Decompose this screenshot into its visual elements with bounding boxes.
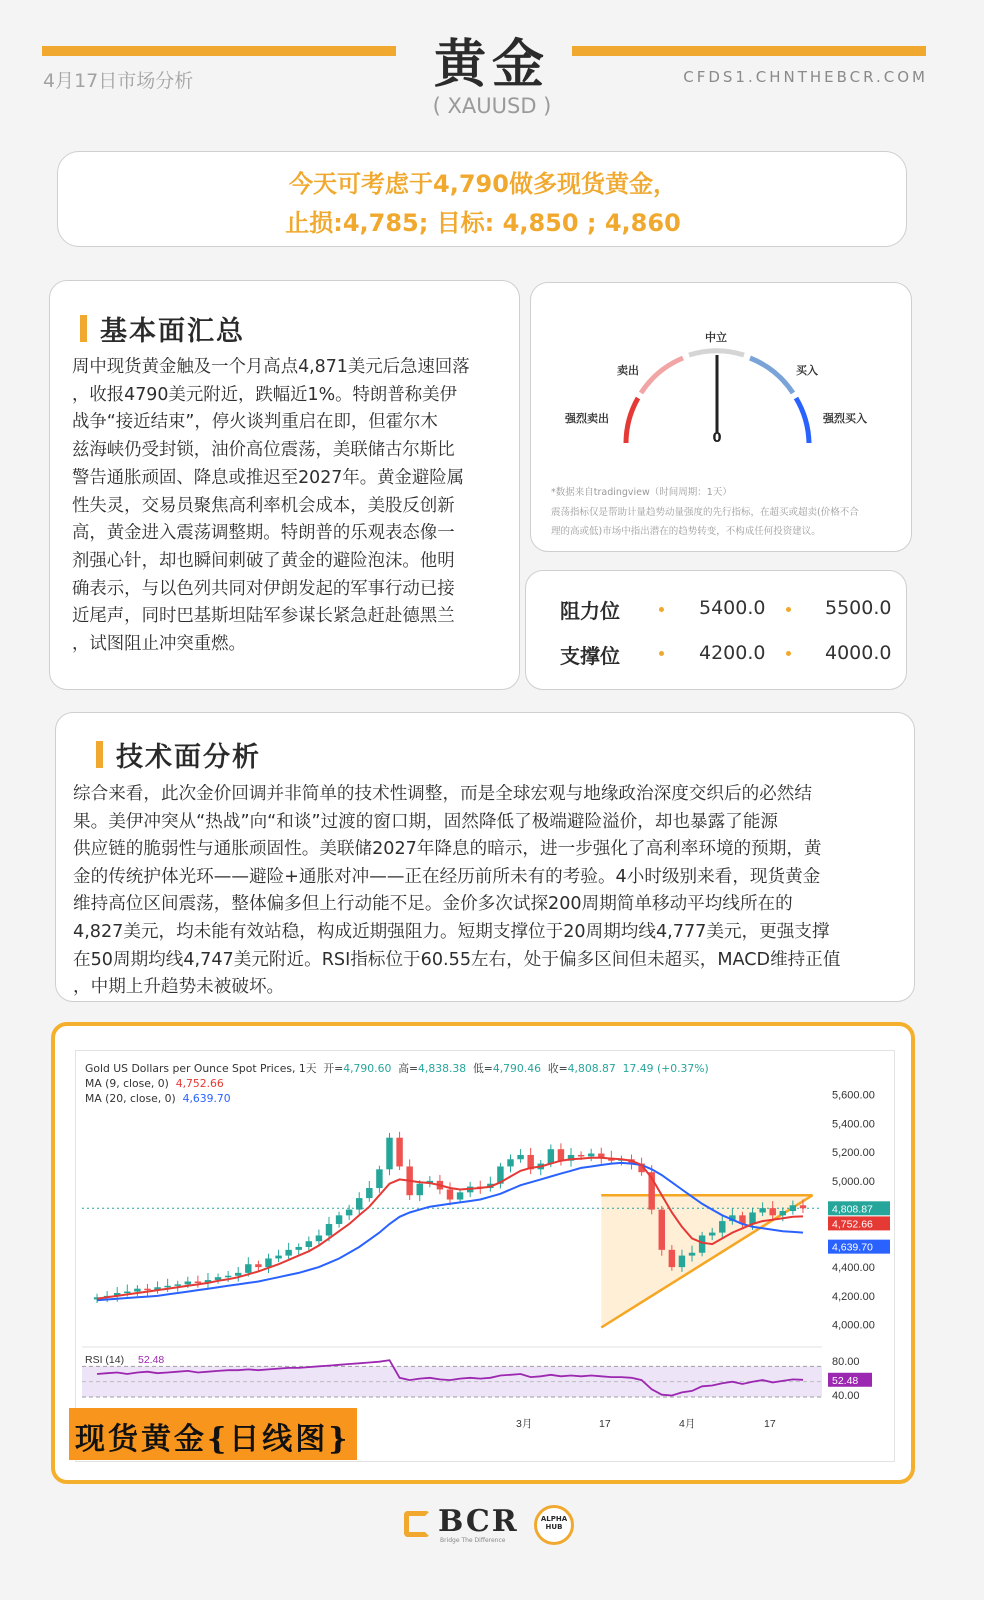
support-label: 支撑位 <box>560 644 620 668</box>
rsi-tag: 52.48 <box>832 1374 859 1387</box>
candle-body <box>679 1256 685 1268</box>
candle-body <box>174 1284 180 1286</box>
chart-caption: 现货黄金{日线图} <box>69 1408 357 1460</box>
gauge-arc-strong-buy <box>796 398 809 443</box>
candle-body <box>669 1250 675 1267</box>
gauge-label-neutral: 中立 <box>705 331 727 344</box>
levels-card <box>525 570 907 690</box>
candle-body <box>588 1154 594 1157</box>
ohlc-high-label: 高= <box>398 1062 419 1075</box>
x-tick-label: 4月 <box>679 1418 696 1430</box>
website-link[interactable]: CFDS1.CHNTHEBCR.COM <box>683 68 928 86</box>
candle-body <box>356 1198 362 1210</box>
gauge-disclaimer-1: 震荡指标仅是帮助计量趋势动量强度的先行指标，在超买或超卖(价格不合 <box>551 507 859 518</box>
text-line: 金的传统护体光环——避险+通胀对冲——正在经历前所未有的考验。4小时级别来看，现货黄金 <box>73 866 821 887</box>
candle-body <box>336 1215 342 1224</box>
price-tag-last: 4,808.87 <box>832 1203 873 1216</box>
chart-inner <box>75 1050 895 1462</box>
candle-body <box>386 1138 392 1170</box>
alpha-hub-logo <box>534 1505 574 1545</box>
candle-body <box>749 1212 755 1224</box>
y-tick-label: 4,000.00 <box>832 1319 875 1332</box>
bullet-dot <box>659 651 664 656</box>
recommendation-line-2: 止损:4,785; 目标: 4,850 ; 4,860 <box>285 209 681 237</box>
candle-body <box>578 1155 584 1157</box>
chart-title-text: Gold US Dollars per Ounce Spot Prices, 1天 <box>85 1062 317 1075</box>
text-line: 供应链的脆弱性与通胀顽固性。美联储2027年降息的暗示，进一步强化了高利率环境的预期，黄 <box>73 839 822 860</box>
gauge-label-strong-sell: 强烈卖出 <box>565 412 609 425</box>
gauge-dial <box>531 283 913 483</box>
sentiment-gauge-card <box>530 282 912 552</box>
bcr-logo <box>404 1503 524 1545</box>
candle-body <box>699 1235 705 1252</box>
y-tick-label: 4,200.00 <box>832 1290 875 1303</box>
chart-title <box>85 1061 709 1076</box>
rsi-tick-label: 40.00 <box>832 1390 860 1402</box>
ohlc-change: 17.49 (+0.37%) <box>622 1062 709 1075</box>
candle-body <box>134 1289 140 1292</box>
text-line: ，收报4790美元附近，跌幅近1%。特朗普称美伊 <box>72 384 457 405</box>
candle-body <box>225 1276 231 1278</box>
y-tick-label: 5,000.00 <box>832 1175 875 1188</box>
text-line: 近尾声，同时巴基斯坦陆军参谋长紧急赶赴德黑兰 <box>72 606 455 627</box>
ohlc-open: 4,790.60 <box>343 1062 392 1075</box>
gauge-arc-sell <box>641 358 683 393</box>
section-marker <box>96 741 103 768</box>
text-line: 4,827美元，均未能有效站稳，构成近期强阻力。短期支撑位于20周期均线4,777美元，更强支撑 <box>73 921 830 942</box>
candle-body <box>316 1235 322 1241</box>
text-line: 兹海峡仍受封锁，油价高位震荡，美联储古尔斯比 <box>72 440 455 461</box>
technical-title: 技术面分析 <box>116 742 261 773</box>
gauge-label-sell: 卖出 <box>617 364 639 377</box>
text-line: 果。美伊冲突从“热战”向“和谈”过渡的窗口期，固然降低了极端避险溢价，却也暴露了能源 <box>73 811 779 832</box>
candle-body <box>780 1211 786 1215</box>
gauge-label-strong-buy: 强烈买入 <box>823 412 867 425</box>
resistance-2: 5500.0 <box>825 597 892 619</box>
candle-body <box>235 1273 241 1276</box>
ma9-value: 4,752.66 <box>175 1077 224 1090</box>
technical-card <box>55 712 915 1002</box>
candle-body <box>164 1286 170 1288</box>
ma20-value: 4,639.70 <box>182 1092 231 1105</box>
candle-body <box>195 1281 201 1283</box>
ohlc-close-label: 收= <box>547 1062 568 1075</box>
fundamentals-title: 基本面汇总 <box>100 316 245 347</box>
ma20-label: MA (20, close, 0) <box>85 1092 176 1105</box>
price-tag-ma9: 4,752.66 <box>832 1218 873 1231</box>
candle-body <box>296 1247 302 1250</box>
bcr-logo-sub: Bridge The Difference <box>440 1537 506 1544</box>
candle-body <box>144 1289 150 1291</box>
gauge-label-buy: 买入 <box>796 364 818 377</box>
technical-text <box>73 781 903 1002</box>
text-line: 高，黄金进入震荡调整期。特朗普的乐观表态像一 <box>72 523 455 544</box>
ma20-legend <box>85 1092 231 1105</box>
text-line: 确表示，与以色列共同对伊朗发起的军事行动已接 <box>72 578 455 599</box>
ma9-legend <box>85 1077 224 1090</box>
candle-body <box>759 1208 765 1212</box>
symbol-label: ( XAUUSD ) <box>432 94 552 118</box>
candle-body <box>447 1189 453 1199</box>
support-1: 4200.0 <box>699 642 766 664</box>
candle-body <box>457 1192 463 1199</box>
price-chart[interactable] <box>76 1051 896 1463</box>
bullet-dot <box>659 607 664 612</box>
text-line: 周中现货黄金触及一个月高点4,871美元后急速回落 <box>72 357 470 377</box>
bullet-dot <box>786 607 791 612</box>
candle-body <box>659 1210 665 1250</box>
candle-body <box>719 1221 725 1233</box>
ohlc-close: 4,808.87 <box>567 1062 616 1075</box>
text-line: 维持高位区间震荡，整体偏多但上行动能不足。金价多次试探200周期简单移动平均线所在的 <box>73 894 793 915</box>
rsi-value-label: 52.48 <box>138 1354 165 1366</box>
candle-body <box>275 1256 281 1259</box>
bcr-logo-text: BCR <box>438 1504 519 1539</box>
header-bar-left <box>42 46 396 56</box>
candle-body <box>306 1241 312 1247</box>
gauge-source-note: *数据来自tradingview（时间周期：1天） <box>551 487 732 498</box>
chart-frame <box>51 1022 915 1484</box>
candle-body <box>124 1292 130 1294</box>
gauge-arc-buy <box>750 358 793 393</box>
rsi-label: RSI (14) <box>85 1354 125 1366</box>
recommendation-card <box>57 151 907 247</box>
bullet-dot <box>786 651 791 656</box>
candle-body <box>255 1264 261 1267</box>
resistance-label: 阻力位 <box>560 599 620 623</box>
candle-body <box>548 1149 554 1163</box>
candle-body <box>185 1281 191 1284</box>
support-2: 4000.0 <box>825 642 892 664</box>
ohlc-low: 4,790.46 <box>492 1062 541 1075</box>
candle-body <box>265 1258 271 1267</box>
candle-body <box>245 1264 251 1273</box>
candle-body <box>689 1253 695 1256</box>
ohlc-low-label: 低= <box>473 1062 493 1075</box>
fundamentals-card <box>49 280 520 690</box>
candle-body <box>376 1169 382 1188</box>
candle-body <box>769 1208 775 1215</box>
report-date: 4月17日市场分析 <box>43 70 194 92</box>
text-line: 警告通胀顽固、降息或推迟至2027年。黄金避险属 <box>72 467 465 488</box>
candle-body <box>507 1159 513 1166</box>
y-tick-label: 4,400.00 <box>832 1262 875 1275</box>
gauge-disclaimer-2: 理的高或低)市场中指出潜在的趋势转变，不构成任何投资建议。 <box>551 526 821 537</box>
candle-body <box>366 1188 372 1198</box>
text-line: ，中期上升趋势未被破坏。 <box>73 977 285 998</box>
candle-body <box>326 1224 332 1236</box>
page-title: 黄金 <box>433 35 550 95</box>
text-line: 剂强心针，却也瞬间刺破了黄金的避险泡沫。他明 <box>72 550 455 571</box>
recommendation-line-1: 今天可考虑于4,790做多现货黄金， <box>289 170 677 198</box>
gauge-arc-strong-sell <box>626 398 638 443</box>
ohlc-open-label: 开= <box>323 1062 344 1075</box>
price-tag-ma20: 4,639.70 <box>832 1241 873 1254</box>
gauge-value: 0 <box>712 431 722 446</box>
y-tick-label: 5,400.00 <box>832 1118 875 1131</box>
y-tick-label: 5,200.00 <box>832 1147 875 1160</box>
candle-body <box>346 1210 352 1216</box>
candle-body <box>790 1205 796 1211</box>
candle-body <box>285 1250 291 1256</box>
bcr-logo-mark <box>404 1511 430 1537</box>
candle-body <box>800 1205 806 1208</box>
candle-body <box>417 1184 423 1196</box>
candle-body <box>558 1149 564 1161</box>
x-tick-label: 3月 <box>516 1418 533 1430</box>
candle-body <box>517 1155 523 1159</box>
candle-body <box>709 1233 715 1236</box>
x-tick-label: 17 <box>599 1418 611 1430</box>
alpha-hub-text-1: ALPHA <box>540 1515 568 1523</box>
header-bar-right <box>572 46 926 56</box>
gauge-arc-neutral <box>689 351 744 355</box>
candle-body <box>396 1138 402 1167</box>
text-line: ，试图阻止冲突重燃。 <box>72 634 246 655</box>
y-tick-label: 5,600.00 <box>832 1089 875 1102</box>
text-line: 性失灵，交易员聚焦高利率机会成本，美股反创新 <box>72 495 455 516</box>
resistance-1: 5400.0 <box>699 597 766 619</box>
rsi-tick-label: 80.00 <box>832 1356 860 1368</box>
alpha-hub-text-2: HUB <box>545 1523 563 1531</box>
text-line: 战争“接近结束”，停火谈判重启在即，但霍尔木 <box>72 412 438 433</box>
ma9-label: MA (9, close, 0) <box>85 1077 169 1090</box>
section-marker <box>80 315 87 342</box>
x-tick-label: 17 <box>764 1418 776 1430</box>
ohlc-high: 4,838.38 <box>418 1062 467 1075</box>
text-line: 在50周期均线4,747美元附近。RSI指标位于60.55左右，处于偏多区间但未超买，MACD维持正值 <box>73 949 841 970</box>
fundamentals-text <box>72 354 512 659</box>
text-line: 综合来看，此次金价回调并非简单的技术性调整，而是全球宏观与地缘政治深度交织后的必然结 <box>73 784 812 804</box>
